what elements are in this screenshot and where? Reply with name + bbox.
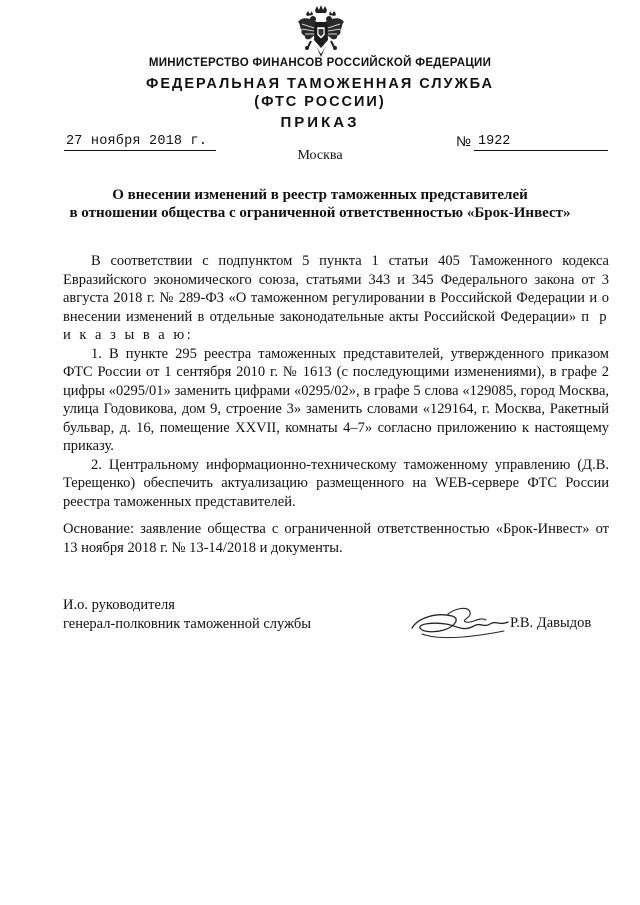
- intro-text: В соответствии с подпунктом 5 пункта 1 статьи 405 Таможенного кодекса Евразийского экономического союза, статьями 343 и 345 Федерального закона от 3 августа 2018 г. № 289-ФЗ «О таможенном регулировании в Российской Федерации и о внесении изменений в отдельные законодательные акты Российской Федерации»: [63, 253, 609, 325]
- order-word: п р и к а з ы в а ю:: [63, 308, 610, 343]
- coat-of-arms-eagle-icon: [296, 4, 346, 58]
- document-title-line1: О внесении изменений в реестр таможенных представителей: [112, 187, 528, 203]
- basis-text: Основание: заявление общества с ограниченной ответственностью «Брок-Инвест» от 13 ноября 2018 г. № 13-14/2018 и документы.: [63, 521, 609, 556]
- position-line1: И.о. руководителя: [63, 597, 175, 613]
- handwritten-signature: [408, 604, 526, 646]
- number-label: №: [456, 133, 472, 149]
- order-date: 27 ноября 2018 г.: [66, 134, 208, 149]
- item-1: 1. В пункте 295 реестра таможенных представителей, утвержденного приказом ФТС России от 1 сентября 2010 г. № 1613 (с последующими изменениями), в графе 2 цифры «0295/01» заменить цифрами «0295/02», в графе 5 слова «129085, город Москва, улица Годовикова, дом 9, строение 3» заменить словами «129164, г. Москва, Ракетный бульвар, д. 16, помещение XXVII, комнаты 4–7» согласно приложению к настоящему приказу.: [63, 345, 609, 454]
- position-line2: генерал-полковник таможенной службы: [63, 615, 312, 632]
- service-name: [0, 75, 640, 111]
- signatory-name: Р.В. Давыдов: [510, 615, 592, 631]
- service-name-line1: ФЕДЕРАЛЬНАЯ ТАМОЖЕННАЯ СЛУЖБА: [145, 76, 495, 92]
- document-type: ПРИКАЗ: [280, 114, 360, 131]
- ministry-name: МИНИСТЕРСТВО ФИНАНСОВ РОССИЙСКОЙ ФЕДЕРАЦИИ: [148, 57, 492, 69]
- basis-paragraph: [63, 520, 609, 557]
- service-name-line2: (ФТС РОССИИ): [254, 94, 386, 110]
- signatory-position: [63, 596, 311, 633]
- city: Москва: [297, 148, 343, 163]
- order-number: 1922: [478, 134, 511, 149]
- order-body: [63, 252, 609, 511]
- document-title-line2: в отношении общества с ограниченной ответственностью «Брок-Инвест»: [69, 205, 571, 221]
- document-title: [0, 186, 640, 222]
- intro-paragraph: [63, 252, 609, 345]
- item-2: 2. Центральному информационно-техническому таможенному управлению (Д.В. Терещенко) обеспечить актуализацию размещенного на WEB-сервере ФТС России реестра таможенных представителей.: [63, 456, 609, 510]
